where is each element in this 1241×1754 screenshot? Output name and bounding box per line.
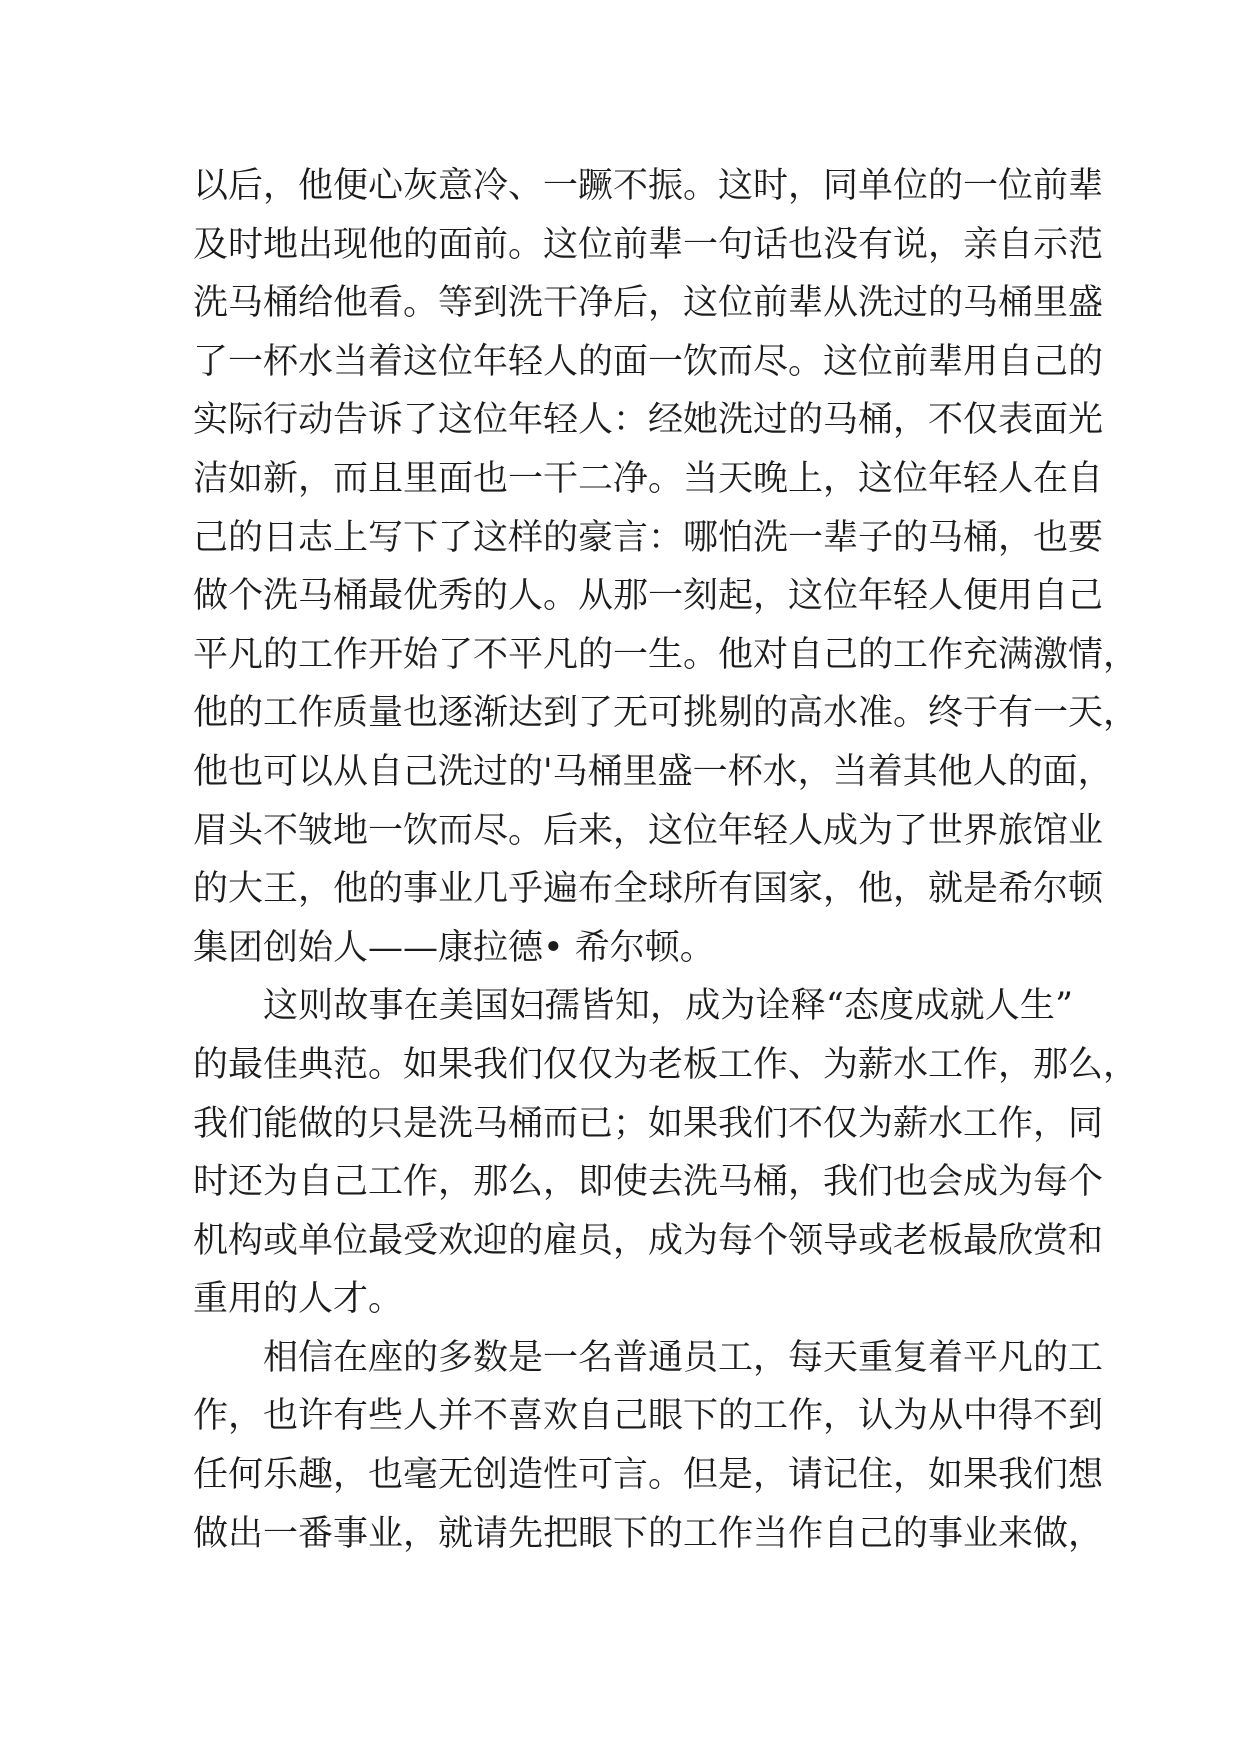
text-line: 集团创始人——康拉德• 希尔顿。	[193, 927, 715, 968]
text-line: 时还为自己工作，那么，即使去洗马桶，我们也会成为每个	[193, 1162, 1104, 1203]
paragraph	[193, 1329, 1104, 1563]
text-line: 实际行动告诉了这位年轻人：经她洗过的马桶，不仅表面光	[193, 400, 1104, 441]
text-line: 了一杯水当着这位年轻人的面一饮而尽。这位前辈用自己的	[193, 341, 1104, 382]
text-line: 平凡的工作开始了不平凡的一生。他对自己的工作充满激情，	[193, 634, 1139, 675]
text-line: 洁如新，而且里面也一干二净。当天晚上，这位年轻人在自	[193, 458, 1104, 499]
text-line: 的大王，他的事业几乎遍布全球所有国家，他，就是希尔顿	[193, 869, 1104, 910]
text-line: 眉头不皱地一饮而尽。后来，这位年轻人成为了世界旅馆业	[193, 810, 1104, 851]
text-line: 重用的人才。	[193, 1279, 404, 1320]
paragraph	[193, 977, 1139, 1329]
text-line: 作，也许有些人并不喜欢自己眼下的工作，认为从中得不到	[193, 1396, 1104, 1437]
text-line: 他的工作质量也逐渐达到了无可挑剔的高水准。终于有一天，	[193, 693, 1139, 734]
text-line: 及时地出现他的面前。这位前辈一句话也没有说，亲自示范	[193, 224, 1104, 265]
text-line: 做出一番事业，就请先把眼下的工作当作自己的事业来做，	[193, 1513, 1104, 1554]
text-line: 任何乐趣，也毫无创造性可言。但是，请记住，如果我们想	[193, 1455, 1104, 1496]
text-line: 的最佳典范。如果我们仅仅为老板工作、为薪水工作，那么，	[193, 1044, 1139, 1085]
text-line: 做个洗马桶最优秀的人。从那一刻起，这位年轻人便用自己	[193, 576, 1104, 617]
document-body	[193, 157, 1139, 1563]
text-line: 己的日志上写下了这样的豪言：哪怕洗一辈子的马桶，也要	[193, 517, 1104, 558]
text-line: 相信在座的多数是一名普通员工，每天重复着平凡的工	[263, 1337, 1104, 1378]
text-line: 以后，他便心灰意冷、一蹶不振。这时，同单位的一位前辈	[193, 166, 1104, 206]
text-line: 这则故事在美国妇孺皆知，成为诠释“态度成就人生”	[263, 986, 1073, 1027]
text-line: 机构或单位最受欢迎的雇员，成为每个领导或老板最欣赏和	[193, 1220, 1104, 1261]
paragraph	[193, 157, 1139, 977]
text-line: 他也可以从自己洗过的'马桶里盛一杯水，当着其他人的面，	[193, 751, 1113, 792]
text-line: 我们能做的只是洗马桶而已；如果我们不仅为薪水工作，同	[193, 1103, 1104, 1144]
text-line: 洗马桶给他看。等到洗干净后，这位前辈从洗过的马桶里盛	[193, 283, 1104, 324]
